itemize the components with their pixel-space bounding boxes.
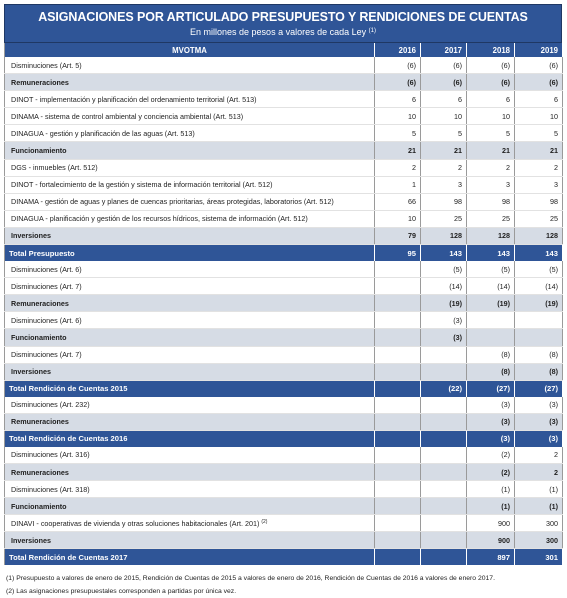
cell-2018 bbox=[467, 312, 515, 329]
cell-2017 bbox=[421, 463, 467, 480]
cell-2016 bbox=[375, 532, 421, 549]
row-label-text: Total Rendición de Cuentas 2015 bbox=[9, 384, 128, 394]
row-label bbox=[5, 91, 375, 108]
cell-2018: (1) bbox=[467, 498, 515, 515]
table-row bbox=[5, 312, 563, 329]
row-label bbox=[5, 193, 375, 210]
cell-2017: 2 bbox=[421, 159, 467, 176]
cell-2018: (8) bbox=[467, 363, 515, 380]
cell-2016 bbox=[375, 397, 421, 414]
cell-2016 bbox=[375, 312, 421, 329]
cell-2016: 1 bbox=[375, 176, 421, 193]
cell-2017: 10 bbox=[421, 108, 467, 125]
cell-2019: 143 bbox=[515, 245, 563, 262]
cell-2016 bbox=[375, 278, 421, 295]
subtotal-row bbox=[5, 74, 563, 91]
table-row bbox=[5, 346, 563, 363]
cell-2016: 6 bbox=[375, 91, 421, 108]
header-year-2016: 2016 bbox=[375, 43, 421, 57]
cell-2018: (1) bbox=[467, 481, 515, 498]
table-row bbox=[5, 108, 563, 125]
cell-2016: (6) bbox=[375, 57, 421, 74]
row-label bbox=[5, 413, 375, 430]
cell-2016: (6) bbox=[375, 74, 421, 91]
row-label bbox=[5, 142, 375, 159]
cell-2017 bbox=[421, 515, 467, 532]
row-label bbox=[5, 125, 375, 142]
cell-2018: 98 bbox=[467, 193, 515, 210]
subtitle-text: En millones de pesos a valores de cada Ley bbox=[190, 27, 367, 37]
row-label-text: Disminuciones (Art. 316) bbox=[11, 450, 90, 460]
cell-2019: 98 bbox=[515, 193, 563, 210]
cell-2018: (19) bbox=[467, 295, 515, 312]
row-label-text: DINAMA - sistema de control ambiental y conciencia ambiental (Art. 513) bbox=[11, 111, 244, 121]
cell-2018: (6) bbox=[467, 57, 515, 74]
cell-2018: 897 bbox=[467, 549, 515, 566]
table-row bbox=[5, 210, 563, 227]
footnote-1: (1) Presupuesto a valores de enero de 2015, Rendición de Cuentas de 2015 a valores de enero de 2016, Rendición de Cuentas de 2016 a valores de enero 2017. bbox=[6, 575, 495, 583]
cell-2018: (2) bbox=[467, 447, 515, 464]
row-label bbox=[5, 227, 375, 244]
row-label bbox=[5, 397, 375, 414]
cell-2019: (14) bbox=[515, 278, 563, 295]
cell-2019: (3) bbox=[515, 413, 563, 430]
row-label bbox=[5, 159, 375, 176]
cell-2017 bbox=[421, 549, 467, 566]
cell-2017: (3) bbox=[421, 329, 467, 346]
row-label bbox=[5, 261, 375, 278]
cell-2019: 25 bbox=[515, 210, 563, 227]
cell-2018: 2 bbox=[467, 159, 515, 176]
cell-2019: (3) bbox=[515, 430, 563, 447]
cell-2018: (3) bbox=[467, 413, 515, 430]
cell-2016: 66 bbox=[375, 193, 421, 210]
cell-2019: (27) bbox=[515, 380, 563, 397]
subtitle-footnote-ref: (1) bbox=[368, 28, 376, 34]
row-label-text: Inversiones bbox=[11, 231, 51, 241]
total-row bbox=[5, 430, 563, 447]
cell-2017 bbox=[421, 532, 467, 549]
subtotal-row bbox=[5, 532, 563, 549]
cell-2019: (8) bbox=[515, 363, 563, 380]
cell-2017: 98 bbox=[421, 193, 467, 210]
row-label-text: Disminuciones (Art. 6) bbox=[11, 264, 82, 274]
cell-2017 bbox=[421, 363, 467, 380]
cell-2016: 79 bbox=[375, 227, 421, 244]
cell-2019: (19) bbox=[515, 295, 563, 312]
cell-2018: (27) bbox=[467, 380, 515, 397]
row-label-text: DINAVI - cooperativas de vivienda y otras soluciones habitacionales (Art. 201) bbox=[11, 518, 260, 528]
title-bar bbox=[4, 4, 562, 43]
header-year-2017: 2017 bbox=[421, 43, 467, 57]
cell-2019: (6) bbox=[515, 74, 563, 91]
cell-2017: 128 bbox=[421, 227, 467, 244]
row-label-text: Total Rendición de Cuentas 2016 bbox=[9, 434, 128, 444]
subtotal-row bbox=[5, 142, 563, 159]
subtotal-row bbox=[5, 329, 563, 346]
row-label bbox=[5, 481, 375, 498]
row-label bbox=[5, 312, 375, 329]
table-row bbox=[5, 481, 563, 498]
cell-2018: (3) bbox=[467, 397, 515, 414]
subtotal-row bbox=[5, 295, 563, 312]
cell-2017 bbox=[421, 413, 467, 430]
row-label bbox=[5, 74, 375, 91]
cell-2016: 21 bbox=[375, 142, 421, 159]
cell-2016 bbox=[375, 515, 421, 532]
row-label-text: Total Presupuesto bbox=[9, 248, 75, 258]
cell-2016 bbox=[375, 346, 421, 363]
cell-2018: 21 bbox=[467, 142, 515, 159]
table-row bbox=[5, 515, 563, 532]
cell-2018: 128 bbox=[467, 227, 515, 244]
cell-2019: (6) bbox=[515, 57, 563, 74]
cell-2016 bbox=[375, 447, 421, 464]
page-title: ASIGNACIONES POR ARTICULADO PRESUPUESTO Y RENDICIONES DE CUENTAS bbox=[38, 10, 528, 24]
row-label bbox=[5, 278, 375, 295]
cell-2016 bbox=[375, 463, 421, 480]
row-label-text: Inversiones bbox=[11, 367, 51, 377]
row-label bbox=[5, 498, 375, 515]
cell-2016 bbox=[375, 329, 421, 346]
cell-2016 bbox=[375, 498, 421, 515]
row-label bbox=[5, 430, 375, 447]
subtotal-row bbox=[5, 498, 563, 515]
cell-2019: 300 bbox=[515, 515, 563, 532]
cell-2019: (8) bbox=[515, 346, 563, 363]
cell-2016 bbox=[375, 295, 421, 312]
cell-2017 bbox=[421, 498, 467, 515]
row-label bbox=[5, 346, 375, 363]
cell-2018: 900 bbox=[467, 532, 515, 549]
row-label-text: Funcionamiento bbox=[11, 146, 67, 156]
table-row bbox=[5, 176, 563, 193]
cell-2016: 10 bbox=[375, 210, 421, 227]
cell-2019: 2 bbox=[515, 447, 563, 464]
row-label-text: DGS - inmuebles (Art. 512) bbox=[11, 163, 98, 173]
row-label-text: Remuneraciones bbox=[11, 467, 69, 477]
cell-2019: 3 bbox=[515, 176, 563, 193]
cell-2017: (22) bbox=[421, 380, 467, 397]
cell-2016 bbox=[375, 413, 421, 430]
cell-2019 bbox=[515, 312, 563, 329]
row-label-text: DINOT - implementación y planificación del ordenamiento territorial (Art. 513) bbox=[11, 94, 257, 104]
cell-2016: 95 bbox=[375, 245, 421, 262]
cell-2017 bbox=[421, 397, 467, 414]
row-label-text: DINAGUA - gestión y planificación de las aguas (Art. 513) bbox=[11, 128, 195, 138]
row-label bbox=[5, 210, 375, 227]
row-label bbox=[5, 463, 375, 480]
cell-2016 bbox=[375, 363, 421, 380]
cell-2019: 2 bbox=[515, 463, 563, 480]
cell-2016 bbox=[375, 549, 421, 566]
cell-2016: 2 bbox=[375, 159, 421, 176]
cell-2018: (8) bbox=[467, 346, 515, 363]
subtotal-row bbox=[5, 227, 563, 244]
row-label bbox=[5, 108, 375, 125]
row-label bbox=[5, 532, 375, 549]
cell-2017 bbox=[421, 346, 467, 363]
row-label-text: DINOT - fortalecimiento de la gestión y sistema de información territorial (Art. 512) bbox=[11, 180, 273, 190]
cell-2017 bbox=[421, 481, 467, 498]
row-label-text: Funcionamiento bbox=[11, 501, 67, 511]
footnotes bbox=[4, 572, 562, 598]
subtotal-row bbox=[5, 363, 563, 380]
row-label-text: Disminuciones (Art. 7) bbox=[11, 350, 82, 360]
cell-2018: 10 bbox=[467, 108, 515, 125]
cell-2019: (5) bbox=[515, 261, 563, 278]
cell-2019: 6 bbox=[515, 91, 563, 108]
cell-2017: (19) bbox=[421, 295, 467, 312]
row-label-text: Disminuciones (Art. 7) bbox=[11, 281, 82, 291]
cell-2018: 900 bbox=[467, 515, 515, 532]
table-row bbox=[5, 159, 563, 176]
row-label bbox=[5, 329, 375, 346]
header-label: MVOTMA bbox=[5, 43, 375, 57]
cell-2019: 300 bbox=[515, 532, 563, 549]
row-label-text: Remuneraciones bbox=[11, 77, 69, 87]
cell-2018: 5 bbox=[467, 125, 515, 142]
cell-2018: 6 bbox=[467, 91, 515, 108]
cell-2016 bbox=[375, 261, 421, 278]
cell-2019: 5 bbox=[515, 125, 563, 142]
allocations-table bbox=[4, 43, 563, 565]
row-label-text: Disminuciones (Art. 232) bbox=[11, 400, 90, 410]
page-subtitle bbox=[5, 25, 561, 42]
cell-2018: (2) bbox=[467, 463, 515, 480]
cell-2019: (3) bbox=[515, 397, 563, 414]
cell-2017: (3) bbox=[421, 312, 467, 329]
cell-2017 bbox=[421, 447, 467, 464]
cell-2018 bbox=[467, 329, 515, 346]
cell-2019: 10 bbox=[515, 108, 563, 125]
table-row bbox=[5, 125, 563, 142]
cell-2018: (5) bbox=[467, 261, 515, 278]
total-row bbox=[5, 380, 563, 397]
header-year-2019: 2019 bbox=[515, 43, 563, 57]
cell-2019: 301 bbox=[515, 549, 563, 566]
row-label-text: DINAMA - gestión de aguas y planes de cuencas prioritarias, áreas protegidas, laboratorios (Art. 512) bbox=[11, 197, 334, 207]
cell-2019: 21 bbox=[515, 142, 563, 159]
cell-2018: (14) bbox=[467, 278, 515, 295]
cell-2016: 10 bbox=[375, 108, 421, 125]
subtotal-row bbox=[5, 463, 563, 480]
subtotal-row bbox=[5, 413, 563, 430]
table-row bbox=[5, 278, 563, 295]
cell-2017: 6 bbox=[421, 91, 467, 108]
row-label-text: Disminuciones (Art. 6) bbox=[11, 315, 82, 325]
table-row bbox=[5, 447, 563, 464]
cell-2016 bbox=[375, 481, 421, 498]
row-label bbox=[5, 549, 375, 566]
table-row bbox=[5, 57, 563, 74]
cell-2017: 143 bbox=[421, 245, 467, 262]
table-row bbox=[5, 261, 563, 278]
row-label bbox=[5, 363, 375, 380]
cell-2017: (6) bbox=[421, 57, 467, 74]
row-label bbox=[5, 245, 375, 262]
row-label-text: DINAGUA - planificación y gestión de los recursos hídricos, sistema de información (Art. 512) bbox=[11, 214, 308, 224]
cell-2017: 21 bbox=[421, 142, 467, 159]
row-footnote-ref: (2) bbox=[261, 518, 268, 525]
cell-2017: (14) bbox=[421, 278, 467, 295]
footnote-2: (2) Las asignaciones presupuestales corresponden a partidas por única vez. bbox=[6, 588, 237, 596]
cell-2018: (6) bbox=[467, 74, 515, 91]
cell-2017: 25 bbox=[421, 210, 467, 227]
cell-2018: (3) bbox=[467, 430, 515, 447]
table-row bbox=[5, 91, 563, 108]
row-label-text: Disminuciones (Art. 318) bbox=[11, 484, 90, 494]
row-label-text: Remuneraciones bbox=[11, 417, 69, 427]
cell-2018: 143 bbox=[467, 245, 515, 262]
cell-2019: 2 bbox=[515, 159, 563, 176]
cell-2016 bbox=[375, 380, 421, 397]
cell-2016: 5 bbox=[375, 125, 421, 142]
cell-2017: 3 bbox=[421, 176, 467, 193]
cell-2018: 3 bbox=[467, 176, 515, 193]
row-label-text: Total Rendición de Cuentas 2017 bbox=[9, 552, 128, 562]
cell-2016 bbox=[375, 430, 421, 447]
total-row bbox=[5, 549, 563, 566]
row-label-text: Remuneraciones bbox=[11, 298, 69, 308]
total-row bbox=[5, 245, 563, 262]
cell-2019: (1) bbox=[515, 498, 563, 515]
cell-2017: (6) bbox=[421, 74, 467, 91]
table-header-row bbox=[5, 43, 563, 57]
cell-2018: 25 bbox=[467, 210, 515, 227]
row-label bbox=[5, 380, 375, 397]
row-label-text: Disminuciones (Art. 5) bbox=[11, 60, 82, 70]
cell-2019 bbox=[515, 329, 563, 346]
row-label bbox=[5, 57, 375, 74]
header-year-2018: 2018 bbox=[467, 43, 515, 57]
row-label-text: Inversiones bbox=[11, 535, 51, 545]
row-label bbox=[5, 176, 375, 193]
row-label bbox=[5, 515, 375, 532]
row-label bbox=[5, 447, 375, 464]
report-table-container bbox=[4, 4, 562, 598]
row-label bbox=[5, 295, 375, 312]
cell-2017 bbox=[421, 430, 467, 447]
cell-2019: 128 bbox=[515, 227, 563, 244]
table-row bbox=[5, 193, 563, 210]
table-row bbox=[5, 397, 563, 414]
cell-2017: 5 bbox=[421, 125, 467, 142]
row-label-text: Funcionamiento bbox=[11, 332, 67, 342]
cell-2017: (5) bbox=[421, 261, 467, 278]
cell-2019: (1) bbox=[515, 481, 563, 498]
